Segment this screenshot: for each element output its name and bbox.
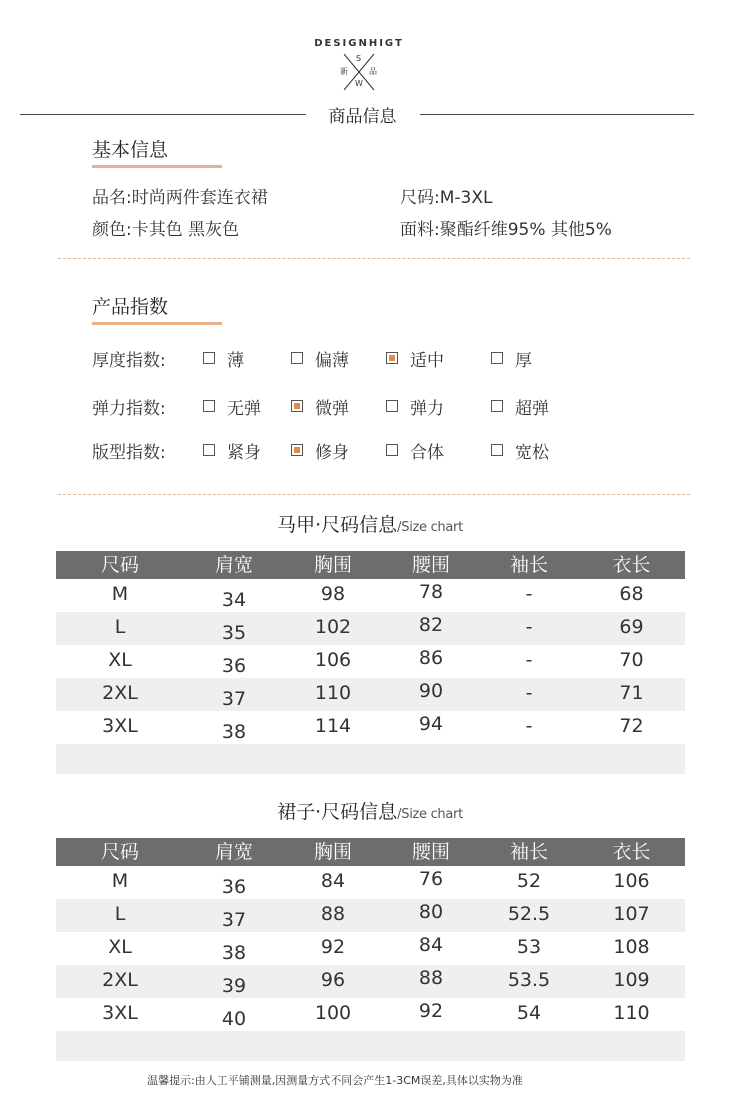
table-row	[56, 866, 685, 899]
product-fabric-label: 面料:	[400, 220, 440, 240]
table-cell: L	[114, 616, 126, 638]
table-cell: 84	[320, 870, 346, 892]
index-row-label: 厚度指数:	[92, 351, 166, 371]
table-cell: 38	[221, 942, 247, 964]
logo-letter-top: S	[356, 54, 362, 63]
measurement-note: 温馨提示:由人工平铺测量,因测量方式不同会产生1-3CM误差,具体以实物为准	[147, 1074, 523, 1087]
product-index-underline	[92, 322, 222, 325]
table-cell: -	[525, 715, 533, 737]
table-header-cell: 胸围	[313, 554, 352, 576]
table-header-cell: 衣长	[612, 554, 651, 576]
table-header-cell: 腰围	[411, 841, 450, 863]
checkbox-checked[interactable]	[386, 352, 398, 364]
table-cell: M	[111, 583, 129, 605]
table-cell: 52	[516, 870, 542, 892]
table-cell: -	[525, 682, 533, 704]
table-footer-band	[56, 1031, 685, 1061]
table-cell: 2XL	[102, 969, 138, 991]
table-cell: 92	[418, 1000, 444, 1022]
vest-chart-title	[0, 510, 730, 537]
logo-letter-bottom: W	[355, 79, 363, 88]
index-option-label: 紧身	[227, 443, 261, 463]
logo-letter-right: 品	[369, 67, 377, 76]
product-fabric	[400, 215, 612, 240]
table-cell: 88	[418, 967, 444, 989]
table-cell: 86	[418, 647, 444, 669]
brand-logo-mark	[336, 52, 382, 92]
index-option-label: 无弹	[227, 399, 261, 419]
product-index-title: 产品指数	[92, 296, 169, 318]
index-option-label: 弹力	[410, 399, 444, 419]
table-row	[56, 998, 685, 1031]
index-option-label: 薄	[227, 351, 244, 371]
table-cell: 3XL	[102, 1002, 138, 1024]
table-cell: 38	[221, 721, 247, 743]
table-cell: 107	[613, 903, 650, 925]
table-cell: 37	[221, 688, 247, 710]
product-name	[92, 183, 268, 208]
table-cell: 98	[320, 583, 346, 605]
table-cell: 40	[221, 1008, 247, 1030]
table-footer-band	[56, 744, 685, 774]
table-cell: 34	[221, 589, 247, 611]
table-cell: 78	[418, 581, 444, 603]
table-cell: -	[525, 583, 533, 605]
basic-info-title: 基本信息	[92, 139, 169, 161]
index-row-label: 版型指数:	[92, 443, 166, 463]
table-cell: 71	[619, 682, 644, 704]
checkbox[interactable]	[491, 352, 503, 364]
skirt-chart-title	[0, 797, 730, 824]
checkbox[interactable]	[203, 400, 215, 412]
table-cell: 80	[418, 901, 444, 923]
checkbox-checked[interactable]	[291, 444, 303, 456]
table-cell: M	[111, 870, 129, 892]
table-row	[56, 899, 685, 932]
table-cell: 82	[418, 614, 444, 636]
product-size-label: 尺码:	[400, 188, 440, 208]
table-cell: 102	[314, 616, 352, 638]
product-color	[92, 215, 239, 240]
table-cell: 36	[221, 876, 247, 898]
product-color-value: 卡其色 黑灰色	[131, 220, 240, 240]
index-option-label: 超弹	[515, 399, 549, 419]
table-row	[56, 711, 685, 744]
checkbox[interactable]	[203, 352, 215, 364]
table-header	[56, 551, 685, 579]
checkbox[interactable]	[386, 444, 398, 456]
table-cell: 92	[320, 936, 346, 958]
vest-chart-title-cn: 马甲·尺码信息	[277, 514, 398, 536]
table-header-cell: 尺码	[100, 841, 139, 863]
table-cell: 114	[314, 715, 352, 737]
skirt-chart-title-cn: 裙子·尺码信息	[277, 801, 398, 823]
table-cell: 53	[516, 936, 542, 958]
index-option-label: 修身	[315, 443, 349, 463]
table-cell: 76	[418, 868, 444, 890]
table-row	[56, 965, 685, 998]
divider-dashed-1	[58, 258, 690, 259]
table-cell: 37	[221, 909, 247, 931]
table-row	[56, 645, 685, 678]
table-cell: 39	[221, 975, 247, 997]
table-cell: 88	[320, 903, 346, 925]
table-header-cell: 袖长	[509, 554, 548, 576]
table-cell: -	[525, 616, 533, 638]
table-cell: XL	[108, 936, 132, 958]
table-cell: 53.5	[507, 969, 551, 991]
table-cell: 52.5	[507, 903, 551, 925]
checkbox[interactable]	[291, 352, 303, 364]
table-cell: 35	[221, 622, 247, 644]
table-cell: 94	[418, 713, 444, 735]
table-row	[56, 612, 685, 645]
table-header-cell: 腰围	[411, 554, 450, 576]
skirt-size-table	[56, 838, 685, 1061]
table-cell: 106	[314, 649, 352, 671]
table-header-cell: 尺码	[100, 554, 139, 576]
product-color-label: 颜色:	[92, 220, 132, 240]
table-cell: 2XL	[102, 682, 138, 704]
index-option-label: 偏薄	[315, 351, 349, 371]
checkbox[interactable]	[386, 400, 398, 412]
checkbox-checked[interactable]	[291, 400, 303, 412]
table-header	[56, 838, 685, 866]
product-name-value: 时尚两件套连衣裙	[131, 188, 268, 208]
table-row	[56, 579, 685, 612]
table-cell: 110	[613, 1002, 650, 1024]
checkbox[interactable]	[491, 444, 503, 456]
table-cell: 3XL	[102, 715, 138, 737]
table-cell: 68	[619, 583, 644, 605]
table-header-cell: 袖长	[509, 841, 548, 863]
table-row	[56, 678, 685, 711]
table-header-cell: 肩宽	[214, 841, 253, 863]
table-cell: 106	[613, 870, 650, 892]
index-option-label: 合体	[410, 443, 444, 463]
vest-chart-title-en: /Size chart	[397, 520, 463, 535]
table-row	[56, 932, 685, 965]
index-option-label: 厚	[515, 351, 532, 371]
table-cell: 69	[619, 616, 644, 638]
index-option-label: 宽松	[515, 443, 549, 463]
basic-info-underline	[92, 165, 222, 168]
product-size-value: M-3XL	[439, 188, 493, 208]
skirt-chart-title-en: /Size chart	[397, 807, 463, 822]
checkbox[interactable]	[203, 444, 215, 456]
table-header-cell: 衣长	[612, 841, 651, 863]
page-title: 商品信息	[328, 107, 397, 127]
table-cell: 109	[613, 969, 650, 991]
logo-letter-left: 新	[340, 67, 348, 76]
table-cell: 100	[314, 1002, 352, 1024]
table-cell: 72	[619, 715, 644, 737]
table-cell: L	[114, 903, 126, 925]
index-option-label: 适中	[410, 351, 444, 371]
divider-dashed-2	[58, 494, 690, 495]
table-header-cell: 胸围	[313, 841, 352, 863]
checkbox[interactable]	[491, 400, 503, 412]
table-cell: XL	[108, 649, 132, 671]
table-cell: 36	[221, 655, 247, 677]
product-fabric-value: 聚酯纤维95% 其他5%	[439, 220, 612, 240]
table-cell: 96	[320, 969, 346, 991]
table-cell: 84	[418, 934, 444, 956]
table-header-cell: 肩宽	[214, 554, 253, 576]
table-cell: 54	[516, 1002, 542, 1024]
brand-logo-text: DESIGNHIGT	[314, 38, 404, 49]
vest-size-table	[56, 551, 685, 774]
product-size	[400, 183, 492, 208]
table-cell: 90	[418, 680, 444, 702]
index-option-label: 微弹	[315, 399, 349, 419]
table-cell: 110	[314, 682, 352, 704]
product-name-label: 品名:	[92, 188, 132, 208]
table-cell: 70	[619, 649, 644, 671]
table-cell: 108	[613, 936, 650, 958]
index-row-label: 弹力指数:	[92, 399, 166, 419]
table-cell: -	[525, 649, 533, 671]
